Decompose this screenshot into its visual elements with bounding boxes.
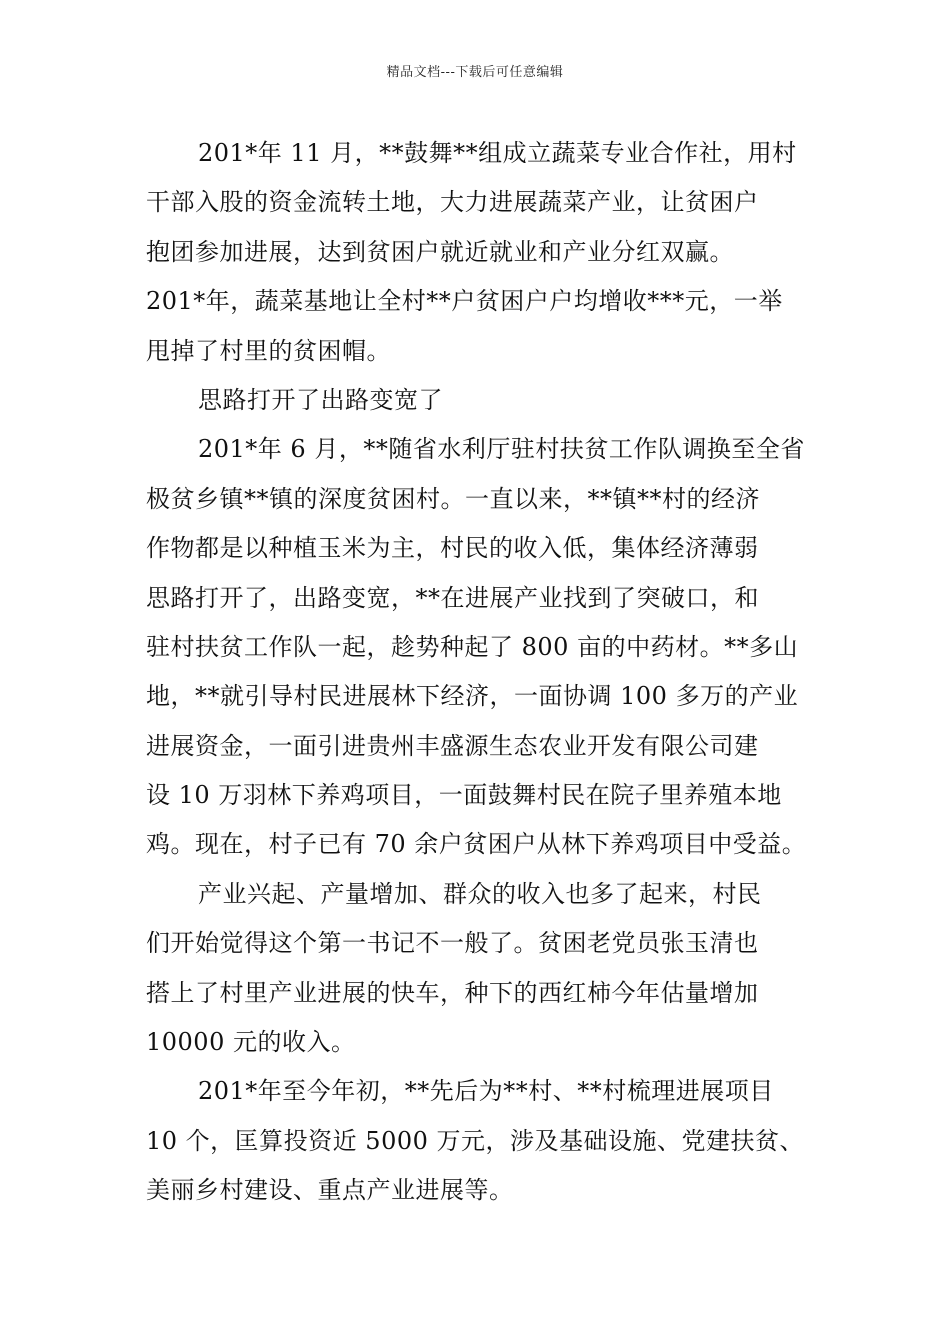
paragraph-line: 201*年 6 月，**随省水利厅驻村扶贫工作队调换至全省	[198, 435, 805, 464]
document-body	[146, 129, 821, 1216]
paragraph-line: 极贫乡镇**镇的深度贫困村。一直以来，**镇**村的经济	[146, 484, 760, 513]
paragraph-line: 甩掉了村里的贫困帽。	[146, 336, 391, 365]
paragraph-line: 进展资金，一面引进贵州丰盛源生态农业开发有限公司建	[146, 731, 759, 760]
paragraph-line: 干部入股的资金流转土地，大力进展蔬菜产业，让贫困户	[146, 188, 759, 217]
paragraph-line: 们开始觉得这个第一书记不一般了。贫困老党员张玉清也	[146, 929, 759, 958]
paragraph-line: 201*年至今年初，**先后为**村、**村梳理进展项目	[198, 1077, 774, 1106]
paragraph-line: 鸡。现在，村子已有 70 余户贫困户从林下养鸡项目中受益。	[146, 830, 807, 859]
paragraph-line: 驻村扶贫工作队一起，趁势种起了 800 亩的中药材。**多山	[146, 632, 799, 661]
paragraph-line: 201*年，蔬菜基地让全村**户贫困户户均增收***元，一举	[146, 287, 783, 316]
paragraph-line: 10000 元的收入。	[146, 1028, 356, 1057]
section-heading: 思路打开了出路变宽了	[198, 385, 443, 414]
paragraph-line: 作物都是以种植玉米为主，村民的收入低，集体经济薄弱	[146, 534, 759, 563]
paragraph-line: 搭上了村里产业进展的快车，种下的西红柿今年估量增加	[146, 978, 759, 1007]
paragraph-line: 产业兴起、产量增加、群众的收入也多了起来，村民	[198, 879, 762, 908]
paragraph-line: 设 10 万羽林下养鸡项目，一面鼓舞村民在院子里养殖本地	[146, 781, 782, 810]
paragraph-line: 10 个，匡算投资近 5000 万元，涉及基础设施、党建扶贫、	[146, 1126, 805, 1155]
paragraph-line: 201*年 11 月，**鼓舞**组成立蔬菜专业合作社，用村	[198, 139, 797, 167]
paragraph-line: 思路打开了，出路变宽，**在进展产业找到了突破口，和	[146, 583, 759, 612]
paragraph-line: 美丽乡村建设、重点产业进展等。	[146, 1176, 514, 1205]
page-header: 精品文档---下载后可任意编辑	[386, 65, 564, 80]
paragraph-line: 抱团参加进展，达到贫困户就近就业和产业分红双赢。	[146, 237, 734, 266]
paragraph-line: 地，**就引导村民进展林下经济，一面协调 100 多万的产业	[146, 682, 799, 711]
